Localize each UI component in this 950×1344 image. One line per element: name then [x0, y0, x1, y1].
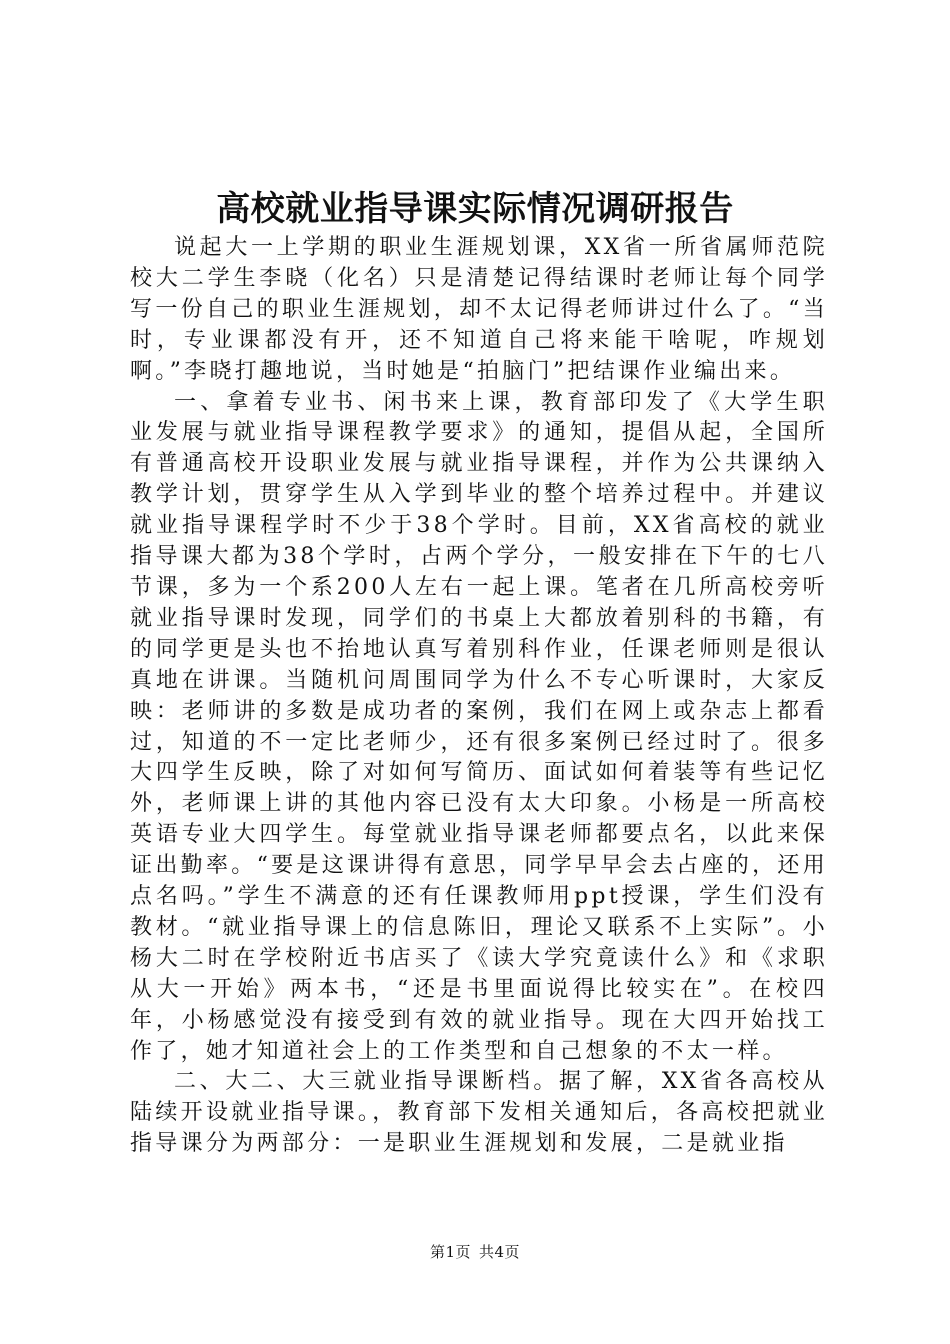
document-title: 高校就业指导课实际情况调研报告 [216, 189, 734, 229]
paragraph-section-one: 一、拿着专业书、闲书来上课，教育部印发了《大学生职业发展与就业指导课程教学要求》的通知，提倡从起，全国所有普通高校开设职业发展与就业指导课程，并作为公共课纳入教学计划，贯穿学生从入学到毕业的整个培养过程中。并建议就业指导课程学时不少于38个学时。目前，XX省高校的就业指导课大都为38个学时，占两个学分，一般安排在下午的七八节课，多为一个系200人左右一起上课。笔者在几所高校旁听就业指导课时发现，同学们的书桌上大都放着别科的书籍，有的同学更是头也不抬地认真写着别科作业，任课老师则是很认真地在讲课。当随机问周围同学为什么不专心听课时，大家反映：老师讲的多数是成功者的案例，我们在网上或杂志上都看过，知道的不一定比老师少，还有很多案例已经过时了。很多大四学生反映，除了对如何写简历、面试如何着装等有些记忆外，老师课上讲的其他内容已没有太大印象。小杨是一所高校英语专业大四学生。每堂就业指导课老师都要点名，以此来保证出勤率。“要是这课讲得有意思，同学早早会去占座的，还用点名吗。”学生不满意的还有任课教师用ppt授课，学生们没有教材。“就业指导课上的信息陈旧，理论又联系不上实际”。小杨大二时在学校附近书店买了《读大学究竟读什么》和《求职从大一开始》两本书，“还是书里面说得比较实在”。在校四年，小杨感觉没有接受到有效的就业指导。现在大四开始找工作了，她才知道社会上的工作类型和自己想象的不太一样。 [130, 389, 828, 1064]
page-footer [0, 1242, 950, 1262]
page-total: 共4页 [479, 1243, 521, 1261]
paragraph-intro: 说起大一上学期的职业生涯规划课，XX省一所省属师范院校大二学生李晓（化名）只是清楚记得结课时老师让每个同学写一份自己的职业生涯规划，却不太记得老师讲过什么了。“当时，专业课都没有开，还不知道自己将来能干啥呢，咋规划啊。”李晓打趣地说，当时她是“拍脑门”把结课作业编出来。 [130, 235, 828, 384]
document-body [130, 233, 828, 1160]
paragraph-section-two: 二、大二、大三就业指导课断档。据了解，XX省各高校从陆续开设就业指导课。，教育部下发相关通知后，各高校把就业指导课分为两部分：一是职业生涯规划和发展，二是就业指 [130, 1069, 828, 1157]
page-number: 第1页 [429, 1243, 471, 1261]
